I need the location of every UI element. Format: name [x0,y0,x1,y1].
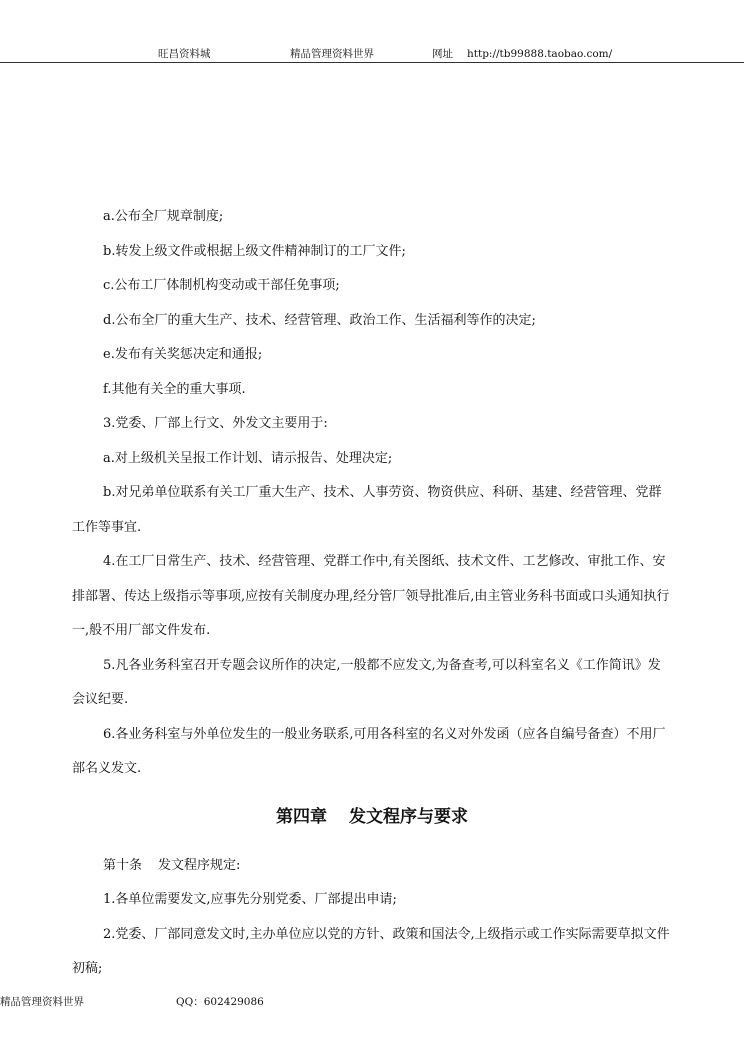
paragraph: b.转发上级文件或根据上级文件精神制订的工厂文件; [103,243,406,259]
paragraph: 5.凡各业务科室召开专题会议所作的决定,一般都不应发文,为备查考,可以科室名义《工作简讯》发会议纪要. [72,657,661,707]
footer-qq: QQ：602429086 [176,996,264,1008]
paragraph: 6.各业务科室与外单位发生的一般业务联系,可用各科室的名义对外发函（应各自编号备查）不用厂部名义发文. [72,726,666,776]
paragraph: 2.党委、厂部同意发文时,主办单位应以党的方针、政策和国法令,上级指示或工作实际需要草拟文件初稿; [72,926,670,976]
page-header [0,44,744,63]
chapter-title: 发文程序与要求 [349,806,468,827]
header-url-group [432,46,612,61]
paragraph: a.公布全厂规章制度; [103,209,224,224]
footer-site-name: 精品管理资料世界 [0,996,84,1008]
header-url[interactable]: http://tb99888.taobao.com/ [467,48,613,60]
paragraph: 1.各单位需要发文,应事先分别党委、厂部提出申请; [103,892,397,907]
paragraph: 4.在工厂日常生产、技术、经营管理、党群工作中,有关图纸、技术文件、工艺修改、审批工作、安排部署、传达上级指示等事项,应按有关制度办理,经分管厂领导批准后,由主管业务科书面或口头通知执行一,般不用厂部文件发布. [72,554,670,638]
chapter-number: 第四章 [276,806,327,827]
paragraph: c.公布工厂体制机构变动或干部任免事项; [103,278,340,293]
document-body [72,200,672,987]
paragraph: 3.党委、厂部上行文、外发文主要用于: [103,416,328,431]
chapter-heading [72,797,672,837]
paragraph: a.对上级机关呈报工作计划、请示报告、处理决定; [103,450,393,466]
paragraph: b.对兄弟单位联系有关工厂重大生产、技术、人事劳资、物资供应、科研、基建、经营管理、党群工作等事宜. [72,485,662,535]
paragraph: f.其他有关全的重大事项. [103,381,246,397]
paragraph: d.公布全厂的重大生产、技术、经营管理、政治工作、生活福利等作的决定; [103,312,536,328]
header-site-name: 精品管理资料世界 [290,48,374,60]
article-number: 第十条 [103,857,143,873]
article-heading [72,849,672,884]
article-title: 发文程序规定: [158,857,241,873]
paragraph: e.发布有关奖惩决定和通报; [103,347,263,362]
page-footer [0,994,264,1009]
header-shop-name: 旺昌资料城 [158,48,211,60]
header-url-label: 网址 [432,48,453,60]
